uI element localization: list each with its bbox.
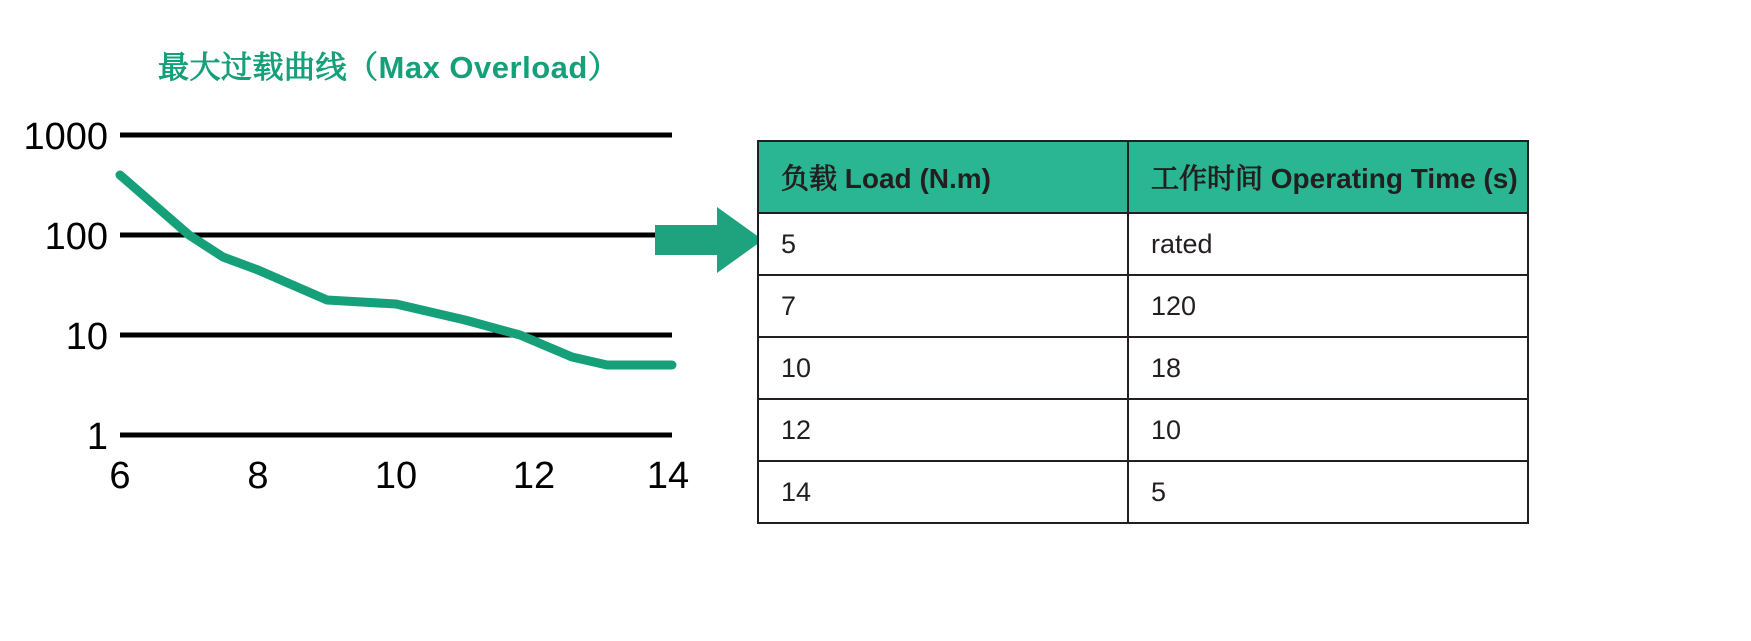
load-time-table [757, 140, 1529, 524]
arrow-right-icon [655, 205, 765, 275]
cell-time: 18 [1128, 337, 1528, 399]
y-tick-1000: 1000 [23, 116, 108, 158]
y-tick-100: 100 [44, 216, 108, 258]
table-row [758, 213, 1528, 275]
x-tick-8: 8 [247, 455, 269, 497]
x-axis-labels [0, 455, 760, 515]
table-header-row [758, 141, 1528, 213]
chart-title: 最大过载曲线（Max Overload） [158, 50, 620, 85]
x-tick-10: 10 [374, 455, 418, 497]
cell-load: 7 [758, 275, 1128, 337]
cell-time: 10 [1128, 399, 1528, 461]
table-row [758, 275, 1528, 337]
cell-time: rated [1128, 213, 1528, 275]
y-tick-10: 10 [65, 316, 108, 358]
y-tick-1: 1 [86, 416, 108, 458]
cell-time: 5 [1128, 461, 1528, 523]
table-header-time: 工作时间 Operating Time (s) [1128, 141, 1528, 213]
chart-plot-area [0, 110, 760, 510]
cell-load: 10 [758, 337, 1128, 399]
max-overload-chart [0, 0, 780, 600]
cell-load: 5 [758, 213, 1128, 275]
table-header-load: 负载 Load (N.m) [758, 141, 1128, 213]
cell-load: 12 [758, 399, 1128, 461]
cell-load: 14 [758, 461, 1128, 523]
cell-time: 120 [1128, 275, 1528, 337]
x-tick-12: 12 [512, 455, 556, 497]
x-tick-14: 14 [646, 455, 690, 497]
chart-svg [0, 110, 760, 510]
overload-table [757, 140, 1527, 524]
table-row [758, 337, 1528, 399]
x-tick-6: 6 [109, 455, 131, 497]
table-row [758, 461, 1528, 523]
table-row [758, 399, 1528, 461]
